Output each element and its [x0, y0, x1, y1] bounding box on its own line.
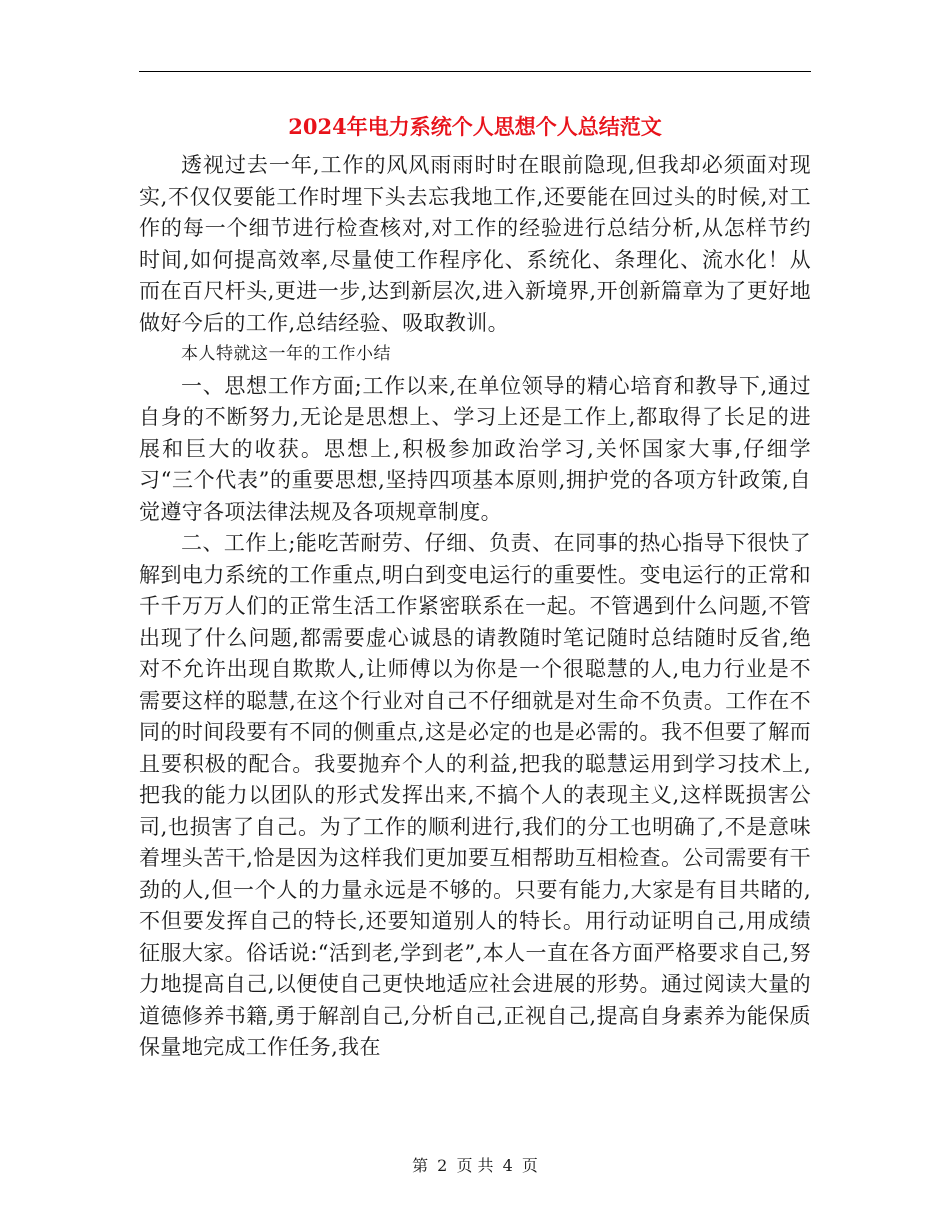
document-body	[139, 150, 811, 1064]
footer-current-page: 2	[437, 1156, 448, 1175]
footer-middle: 页 共	[456, 1156, 494, 1175]
page-footer	[0, 1155, 950, 1177]
footer-prefix: 第	[412, 1156, 429, 1175]
footer-total-pages: 4	[502, 1156, 513, 1175]
paragraph-summary-lead: 本人特就这一年的工作小结	[181, 344, 391, 364]
paragraph-ideology: 一、思想工作方面;工作以来,在单位领导的精心培育和教导下,通过自身的不断努力,无论是思想上、学习上还是工作上,都取得了长足的进展和巨大的收获。思想上,积极参加政治学习,关怀国家大事,仔细学习“三个代表”的重要思想,坚持四项基本原则,拥护党的各项方针政策,自觉遵守各项法律法规及各项规章制度。	[139, 373, 811, 524]
footer-suffix: 页	[521, 1156, 538, 1175]
paragraph-intro: 透视过去一年,工作的风风雨雨时时在眼前隐现,但我却必须面对现实,不仅仅要能工作时埋下头去忘我地工作,还要能在回过头的时候,对工作的每一个细节进行检查核对,对工作的经验进行总结分析,从怎样节约时间,如何提高效率,尽量使工作程序化、系统化、条理化、流水化！从而在百尺杆头,更进一步,达到新层次,进入新境界,开创新篇章为了更好地做好今后的工作,总结经验、吸取教训。	[139, 153, 811, 335]
document-title: 2024年电力系统个人思想个人总结范文	[288, 114, 662, 139]
paragraph-work: 二、工作上;能吃苦耐劳、仔细、负责、在同事的热心指导下很快了解到电力系统的工作重点,明白到变电运行的重要性。变电运行的正常和千千万万人们的正常生活工作紧密联系在一起。不管遇到什么问题,不管出现了什么问题,都需要虚心诚恳的请教随时笔记随时总结随时反省,绝对不允许出现自欺欺人,让师傅以为你是一个很聪慧的人,电力行业是不需要这样的聪慧,在这个行业对自己不仔细就是对生命不负责。工作在不同的时间段要有不同的侧重点,这是必定的也是必需的。我不但要了解而且要积极的配合。我要抛弃个人的利益,把我的聪慧运用到学习技术上,把我的能力以团队的形式发挥出来,不搞个人的表现主义,这样既损害公司,也损害了自己。为了工作的顺利进行,我们的分工也明确了,不是意味着埋头苦干,恰是因为这样我们更加要互相帮助互相检查。公司需要有干劲的人,但一个人的力量永远是不够的。只要有能力,大家是有目共睹的,不但要发挥自己的特长,还要知道别人的特长。用行动证明自己,用成绩征服大家。俗话说:“活到老,学到老”,本人一直在各方面严格要求自己,努力地提高自己,以便使自己更快地适应社会进展的形势。通过阅读大量的道德修养书籍,勇于解剖自己,分析自己,正视自己,提高自身素养为能保质保量地完成工作任务,我在	[139, 531, 811, 1059]
header-rule	[139, 71, 811, 72]
